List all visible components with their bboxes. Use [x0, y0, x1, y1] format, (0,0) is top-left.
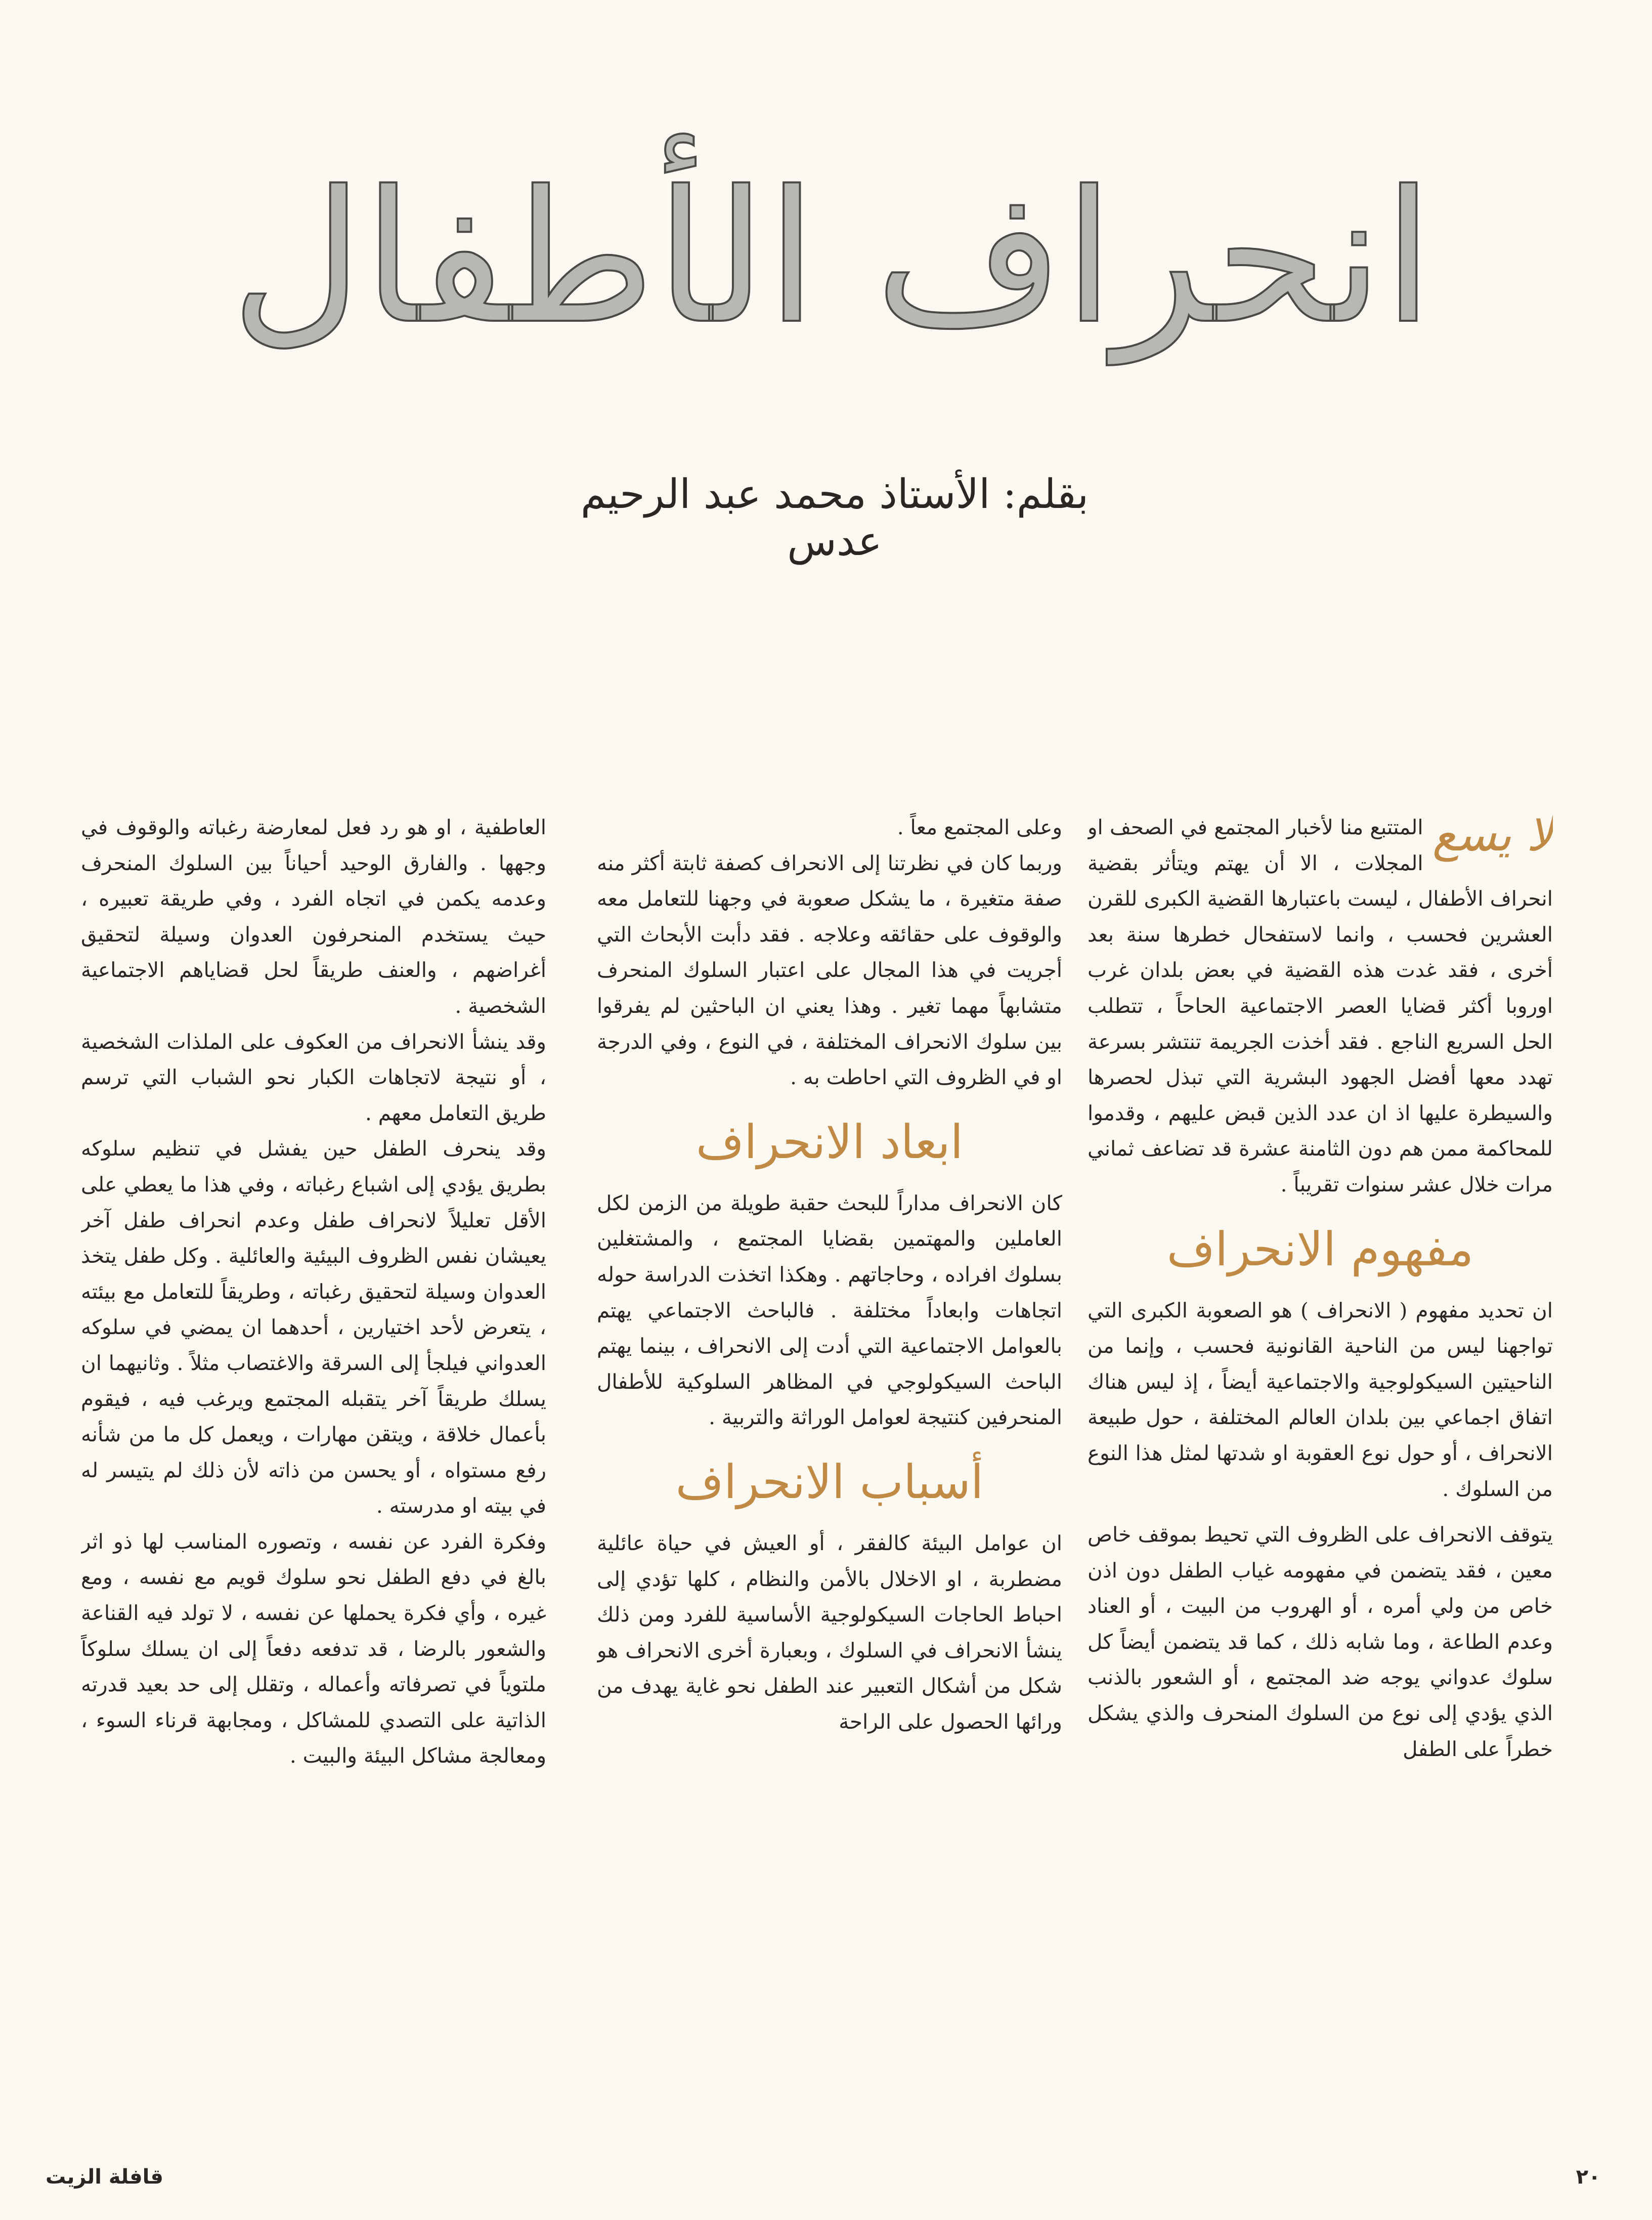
page-number: ٢٠	[1576, 2165, 1601, 2189]
article-byline: بقلم: الأستاذ محمد عبد الرحيم عدس	[580, 471, 1089, 565]
section-heading-dimensions: ابعاد الانحراف	[695, 1115, 964, 1169]
paragraph: ان تحديد مفهوم ( الانحراف ) هو الصعوبة الكبرى التي تواجهنا ليس من الناحية القانونية فحسب ، وإنما من الناحيتين السيكولوجية والاجتماعية أيضاً ، إذ ليس هناك اتفاق اجماعي بين بلدان العالم المختلفة ، حول طبيعة الانحراف ، أو حول نوع العقوبة او شدتها لمثل هذا النوع من السلوك .	[1088, 1298, 1553, 1501]
paragraph: وفكرة الفرد عن نفسه ، وتصوره المناسب لها ذو اثر بالغ في دفع الطفل نحو سلوك قويم مع نفسه ، ومع غيره ، وأي فكرة يحملها عن نفسه ، لا تولد فيه القناعة والشعور بالرضا ، قد تدفعه دفعاً إلى ان يسلك سلوكاً ملتوياً في تصرفاته وأعماله ، وتقلل إلى حد بعيد قدرته الذاتية على التصدي للمشاكل ، ومجابهة قرناء السوء ، ومعالجة مشاكل البيئة والبيت .	[81, 1529, 546, 1768]
paragraph: يتوقف الانحراف على الظروف التي تحيط بموقف خاص معين ، فقد يتضمن في مفهومه غياب الطفل دون اذن خاص من ولي أمره ، أو الهروب من البيت ، أو العناد وعدم الطاعة ، وما شابه ذلك ، كما قد يتضمن أيضاً كل سلوك عدواني يوجه ضد المجتمع ، أو الشعور بالذنب الذي يؤدي إلى نوع من السلوك المنحرف والذي يشكل خطراً على الطفل	[1088, 1522, 1553, 1761]
paragraph: كان الانحراف مداراً للبحث حقبة طويلة من الزمن لكل العاملين والمهتمين بقضايا المجتمع ، والمشتغلين بسلوك افراده ، وحاجاتهم . وهكذا اتخذت الدراسة حوله اتجاهات وابعاداً مختلفة . فالباحث الاجتماعي يهتم بالعوامل الاجتماعية التي أدت إلى الانحراف ، بينما يهتم الباحث السيكولوجي في المظاهر السلوكية للأطفال المنحرفين كنتيجة لعوامل الوراثة والتربية .	[597, 1190, 1062, 1430]
column-left	[81, 809, 546, 2155]
column-middle	[597, 809, 1062, 2155]
magazine-name: قافلة الزيت	[46, 2165, 163, 2189]
column-right	[1088, 809, 1553, 2155]
section-heading-causes: أسباب الانحراف	[675, 1455, 984, 1509]
drop-word: لا يسع	[1432, 809, 1553, 862]
section-heading-concept: مفهوم الانحراف	[1166, 1222, 1474, 1276]
paragraph: لا يسع المتتبع منا لأخبار المجتمع في الصحف او المجلات ، الا أن يهتم ويتأثر بقضية انحراف الأطفال ، ليست باعتبارها القضية الكبرى للقرن العشرين فحسب ، وانما لاستفحال خطرها سنة بعد أخرى ، فقد غدت هذه القضية في بعض بلدان غرب اوروبا أكثر قضايا العصر الاجتماعية الحاحاً ، تتطلب الحل السريع الناجع . فقد أخذت الجريمة تنتشر بسرعة تهدد معها أفضل الجهود البشرية التي تبذل لحصرها والسيطرة عليها اذ ان عدد الذين قبض عليهم ، وقدموا للمحاكمة ممن هم دون الثامنة عشرة قد تضاعف ثماني مرات خلال عشر سنوات تقريباً .	[1088, 809, 1553, 1197]
paragraph: وقد ينشأ الانحراف من العكوف على الملذات الشخصية ، أو نتيجة لاتجاهات الكبار نحو الشباب التي ترسم طريق التعامل معهم .	[81, 1029, 546, 1125]
paragraph: ان عوامل البيئة كالفقر ، أو العيش في حياة عائلية مضطربة ، او الاخلال بالأمن والنظام ، كلها تؤدي إلى احباط الحاجات السيكولوجية الأساسية للفرد ومن ذلك ينشأ الانحراف في السلوك ، وبعبارة أخرى الانحراف هو شكل من أشكال التعبير عند الطفل نحو غاية يهدف من ورائها الحصول على الراحة	[597, 1530, 1062, 1734]
paragraph: العاطفية ، او هو رد فعل لمعارضة رغباته والوقوف في وجهها . والفارق الوحيد أحياناً بين السلوك المنحرف وعدمه يكمن في اتجاه الفرد ، وفي طريقة تعبيره ، حيث يستخدم المنحرفون العدوان وسيلة لتحقيق أغراضهم ، والعنف طريقاً لحل قضاياهم الاجتماعية الشخصية .	[81, 815, 546, 1018]
paragraph: وربما كان في نظرتنا إلى الانحراف كصفة ثابتة أكثر منه صفة متغيرة ، ما يشكل صعوبة في وجهنا للتعامل معه والوقوف على حقائقه وعلاجه . فقد دأبت الأبحاث التي أجريت في هذا المجال على اعتبار السلوك المنحرف متشابهاً مهما تغير . وهذا يعني ان الباحثين لم يفرقوا بين سلوك الانحراف المختلفة ، في النوع ، وفي الدرجة او في الظروف التي احاطت به .	[597, 850, 1062, 1090]
paragraph: وقد ينحرف الطفل حين يفشل في تنظيم سلوكه بطريق يؤدي إلى اشباع رغباته ، وفي هذا ما يعطي على الأقل تعليلاً لانحراف طفل وعدم انحراف طفل آخر يعيشان نفس الظروف البيئية والعائلية . وكل طفل يتخذ العدوان وسيلة لتحقيق رغباته ، وطريقاً للتعامل مع بيئته ، يتعرض لأحد اختيارين ، أحدهما ان يمضي في سلوكه العدواني فيلجأ إلى السرقة والاغتصاب مثلاً . وثانيهما ان يسلك طريقاً آخر يتقبله المجتمع ويرغب فيه ، فيقوم بأعمال خلاقة ، ويتقن مهارات ، ويعمل كل ما من شأنه رفع مستواه ، أو يحسن من ذاته لأن ذلك لم يتيسر له في بيته او مدرسته .	[81, 1136, 546, 1518]
paragraph: وعلى المجتمع معاً .	[897, 815, 1062, 839]
article-title: انحراف الأطفال	[230, 152, 1434, 364]
